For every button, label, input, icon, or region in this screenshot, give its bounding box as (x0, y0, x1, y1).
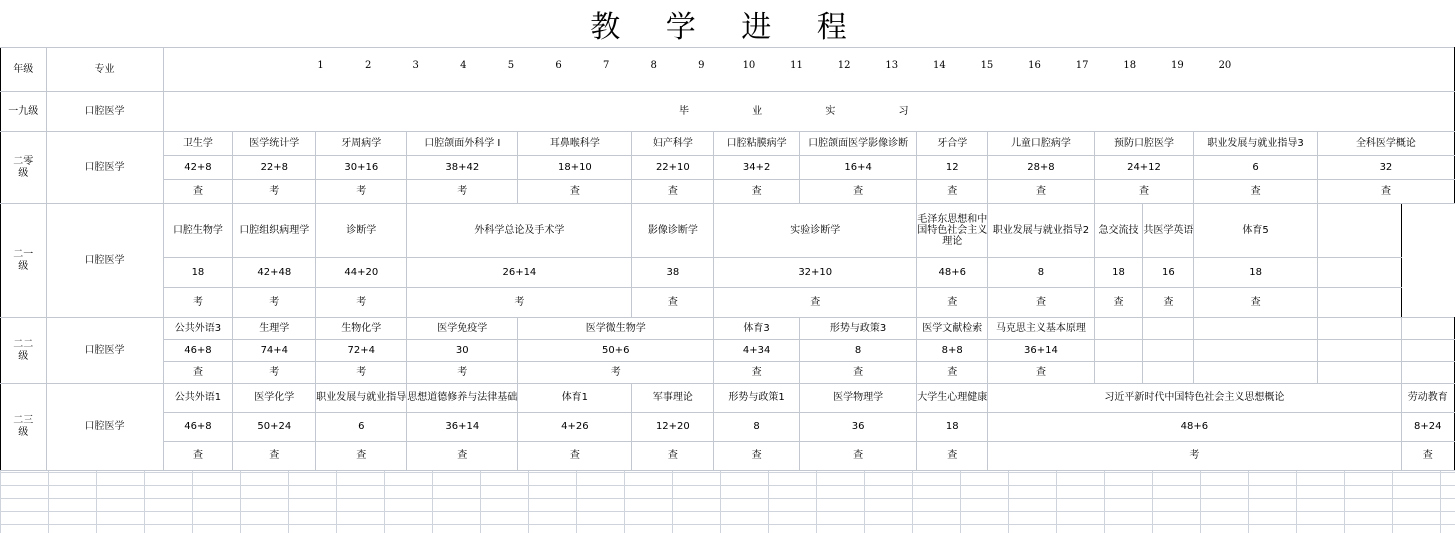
course-name: 牙合学 (917, 132, 988, 156)
row-g23-hours (1, 413, 1455, 442)
empty-cell (1094, 362, 1143, 384)
page-title: 教 学 进 程 (0, 0, 1455, 48)
row-g20-names (1, 132, 1455, 156)
week-number: 15 (980, 60, 994, 71)
major-cell-g22: 口腔医学 (46, 318, 163, 384)
course-name: 生理学 (233, 318, 316, 340)
course-assessment: 考 (316, 362, 407, 384)
empty-cell (1317, 258, 1401, 288)
course-assessment: 查 (1194, 288, 1318, 318)
course-name: 医学物理学 (800, 384, 917, 413)
course-hours: 22+8 (233, 156, 316, 180)
course-assessment: 查 (1143, 288, 1194, 318)
grade-cell-g21 (1, 204, 47, 318)
course-name: 马克思主义基本原理 (988, 318, 1094, 340)
course-name: 全科医学概论 (1317, 132, 1454, 156)
week-number: 7 (602, 60, 610, 71)
row-g22-assess (1, 362, 1455, 384)
course-hours: 8+8 (917, 340, 988, 362)
course-name: 医学统计学 (233, 132, 316, 156)
course-hours: 16+4 (800, 156, 917, 180)
week-number: 9 (698, 60, 705, 71)
course-hours: 38 (632, 258, 714, 288)
course-hours: 24+12 (1094, 156, 1194, 180)
course-hours: 6 (316, 413, 407, 442)
course-name: 医学免疫学 (407, 318, 518, 340)
course-assessment: 查 (407, 442, 518, 471)
week-number: 11 (790, 60, 803, 71)
course-assessment: 查 (988, 362, 1094, 384)
course-hours: 8 (800, 340, 917, 362)
course-name: 卫生学 (163, 132, 233, 156)
row-g21-assess (1, 288, 1455, 318)
course-assessment: 查 (714, 362, 800, 384)
major-cell-g23: 口腔医学 (46, 384, 163, 471)
course-assessment: 考 (233, 362, 316, 384)
grade-label: 二二级 (13, 338, 34, 362)
course-assessment: 考 (233, 288, 316, 318)
empty-cell (1401, 362, 1454, 384)
week-number: 10 (742, 60, 756, 71)
course-hours: 18 (917, 413, 988, 442)
course-name: 诊断学 (316, 204, 407, 258)
course-name: 体育3 (714, 318, 800, 340)
course-assessment: 查 (1094, 288, 1143, 318)
course-name: 影像诊断学 (632, 204, 714, 258)
course-name: 职业发展与就业指导2 (988, 204, 1094, 258)
course-assessment: 查 (800, 180, 917, 204)
course-assessment: 考 (518, 362, 714, 384)
grade-cell-g19: 一九级 (1, 92, 47, 132)
course-assessment: 考 (407, 180, 518, 204)
empty-cell (1401, 318, 1454, 340)
course-hours: 30+16 (316, 156, 407, 180)
course-name: 急交流技 (1094, 204, 1143, 258)
week-number: 16 (1028, 60, 1041, 71)
schedule-table (0, 47, 1455, 471)
grade-header: 年级 (1, 48, 47, 92)
empty-cell (1194, 340, 1318, 362)
course-hours: 74+4 (233, 340, 316, 362)
course-hours: 6 (1194, 156, 1318, 180)
course-name: 耳鼻喉科学 (518, 132, 632, 156)
course-name: 共医学英语 (1143, 204, 1194, 258)
row-g20-assess (1, 180, 1455, 204)
major-cell-g19: 口腔医学 (46, 92, 163, 132)
course-hours: 46+8 (163, 413, 233, 442)
week-number: 13 (885, 60, 899, 71)
course-hours: 4+26 (518, 413, 632, 442)
major-cell-g20: 口腔医学 (46, 132, 163, 204)
course-name: 口腔生物学 (163, 204, 233, 258)
empty-cell (1317, 288, 1401, 318)
empty-cell (1194, 362, 1318, 384)
course-assessment: 查 (1317, 180, 1454, 204)
course-name: 军事理论 (632, 384, 714, 413)
course-name: 形势与政策3 (800, 318, 917, 340)
row-g23-assess (1, 442, 1455, 471)
course-hours: 22+10 (632, 156, 714, 180)
header-row (1, 48, 1455, 92)
course-name: 外科学总论及手术学 (407, 204, 632, 258)
course-name: 口腔组织病理学 (233, 204, 316, 258)
empty-cell (1317, 318, 1401, 340)
week-number: 8 (650, 60, 657, 71)
course-hours: 48+6 (988, 413, 1401, 442)
course-name: 职业发展与就业指导3 (1194, 132, 1318, 156)
course-hours: 38+42 (407, 156, 518, 180)
course-hours: 8+24 (1401, 413, 1454, 442)
course-assessment: 查 (163, 362, 233, 384)
course-name: 形势与政策1 (714, 384, 800, 413)
course-hours: 18+10 (518, 156, 632, 180)
week-number: 1 (317, 60, 324, 71)
course-hours: 72+4 (316, 340, 407, 362)
empty-cell (1094, 318, 1143, 340)
week-number: 2 (364, 60, 372, 71)
course-hours: 44+20 (316, 258, 407, 288)
course-name: 预防口腔医学 (1094, 132, 1194, 156)
course-hours: 16 (1143, 258, 1194, 288)
course-hours: 4+34 (714, 340, 800, 362)
empty-cell (1094, 340, 1143, 362)
empty-cell (1317, 204, 1401, 258)
course-hours: 26+14 (407, 258, 632, 288)
week-header (163, 48, 1454, 92)
course-name: 实验诊断学 (714, 204, 917, 258)
course-assessment: 查 (917, 180, 988, 204)
course-assessment: 考 (988, 442, 1401, 471)
course-hours: 42+48 (233, 258, 316, 288)
course-name: 妇产科学 (632, 132, 714, 156)
course-name: 口腔颌面外科学 I (407, 132, 518, 156)
week-number: 12 (837, 60, 851, 71)
course-name: 大学生心理健康 (917, 384, 988, 413)
course-hours: 36 (800, 413, 917, 442)
week-number: 5 (507, 60, 515, 71)
course-hours: 32 (1317, 156, 1454, 180)
empty-cell (1143, 318, 1194, 340)
row-g20-hours (1, 156, 1455, 180)
course-hours: 28+8 (988, 156, 1094, 180)
course-assessment: 查 (917, 442, 988, 471)
course-assessment: 查 (163, 442, 233, 471)
grade-cell-g20 (1, 132, 47, 204)
course-hours: 18 (163, 258, 233, 288)
course-hours: 36+14 (407, 413, 518, 442)
course-assessment: 查 (1094, 180, 1194, 204)
grade-cell-g22 (1, 318, 47, 384)
course-name: 牙周病学 (316, 132, 407, 156)
course-assessment: 查 (632, 442, 714, 471)
course-assessment: 查 (714, 180, 800, 204)
week-number: 17 (1075, 60, 1089, 71)
course-assessment: 考 (316, 180, 407, 204)
major-cell-g21: 口腔医学 (46, 204, 163, 318)
empty-cell (1143, 362, 1194, 384)
course-name: 医学文献检索 (917, 318, 988, 340)
row-g23-names (1, 384, 1455, 413)
course-hours: 18 (1194, 258, 1318, 288)
course-name: 医学化学 (233, 384, 316, 413)
week-number: 20 (1218, 60, 1232, 71)
course-hours: 50+24 (233, 413, 316, 442)
course-hours: 34+2 (714, 156, 800, 180)
course-assessment: 考 (233, 180, 316, 204)
course-assessment: 查 (714, 442, 800, 471)
row-g22-names (1, 318, 1455, 340)
course-assessment: 查 (518, 180, 632, 204)
course-hours: 32+10 (714, 258, 917, 288)
course-assessment: 查 (988, 288, 1094, 318)
course-assessment: 考 (316, 288, 407, 318)
course-name: 职业发展与就业指导 (316, 384, 407, 413)
grade-cell-g23 (1, 384, 47, 471)
row-g21-hours (1, 258, 1455, 288)
course-name: 体育5 (1194, 204, 1318, 258)
course-assessment: 查 (316, 442, 407, 471)
week-number: 4 (460, 60, 467, 71)
grade-label: 二零级 (13, 155, 34, 179)
course-assessment: 考 (407, 362, 518, 384)
course-name: 思想道德修养与法律基础 (407, 384, 518, 413)
course-assessment: 查 (988, 180, 1094, 204)
empty-cell (1194, 318, 1318, 340)
course-hours: 12+20 (632, 413, 714, 442)
course-hours: 8 (988, 258, 1094, 288)
empty-cell (1317, 362, 1401, 384)
course-hours: 18 (1094, 258, 1143, 288)
course-assessment: 查 (800, 442, 917, 471)
course-assessment: 查 (800, 362, 917, 384)
course-hours: 30 (407, 340, 518, 362)
grade-label: 二三级 (13, 415, 34, 438)
course-assessment: 查 (1194, 180, 1318, 204)
course-assessment: 查 (632, 180, 714, 204)
internship-cell: 毕 业 实 习 (163, 92, 1454, 132)
week-number: 6 (555, 60, 562, 71)
course-assessment: 查 (233, 442, 316, 471)
course-name: 体育1 (518, 384, 632, 413)
major-header: 专业 (46, 48, 163, 92)
week-number: 18 (1123, 60, 1137, 71)
course-assessment: 查 (632, 288, 714, 318)
week-number: 14 (932, 60, 946, 71)
course-name: 口腔颌面医学影像诊断 (800, 132, 917, 156)
grade-label: 二一级 (13, 248, 34, 272)
empty-cell (1401, 340, 1454, 362)
empty-cell (1317, 340, 1401, 362)
course-hours: 36+14 (988, 340, 1094, 362)
week-number: 19 (1170, 60, 1184, 71)
course-assessment: 考 (407, 288, 632, 318)
course-name: 毛泽东思想和中国特色社会主义理论 (917, 204, 988, 258)
week-number: 3 (412, 60, 419, 71)
row-g22-hours (1, 340, 1455, 362)
course-assessment: 考 (163, 288, 233, 318)
course-assessment: 查 (518, 442, 632, 471)
course-hours: 50+6 (518, 340, 714, 362)
course-name: 公共外语1 (163, 384, 233, 413)
course-name: 习近平新时代中国特色社会主义思想概论 (988, 384, 1401, 413)
course-hours: 42+8 (163, 156, 233, 180)
course-assessment: 查 (163, 180, 233, 204)
week-numbers (164, 48, 1454, 91)
course-name: 医学微生物学 (518, 318, 714, 340)
course-name: 生物化学 (316, 318, 407, 340)
course-name: 口腔粘膜病学 (714, 132, 800, 156)
row-g21-names (1, 204, 1455, 258)
course-assessment: 查 (714, 288, 917, 318)
course-hours: 12 (917, 156, 988, 180)
course-hours: 46+8 (163, 340, 233, 362)
empty-cell (1143, 340, 1194, 362)
course-assessment: 查 (1401, 442, 1454, 471)
course-hours: 8 (714, 413, 800, 442)
course-assessment: 查 (917, 362, 988, 384)
course-name: 儿童口腔病学 (988, 132, 1094, 156)
course-assessment: 查 (917, 288, 988, 318)
course-hours: 48+6 (917, 258, 988, 288)
row-g19 (1, 92, 1455, 132)
course-name: 公共外语3 (163, 318, 233, 340)
course-name: 劳动教育 (1401, 384, 1454, 413)
